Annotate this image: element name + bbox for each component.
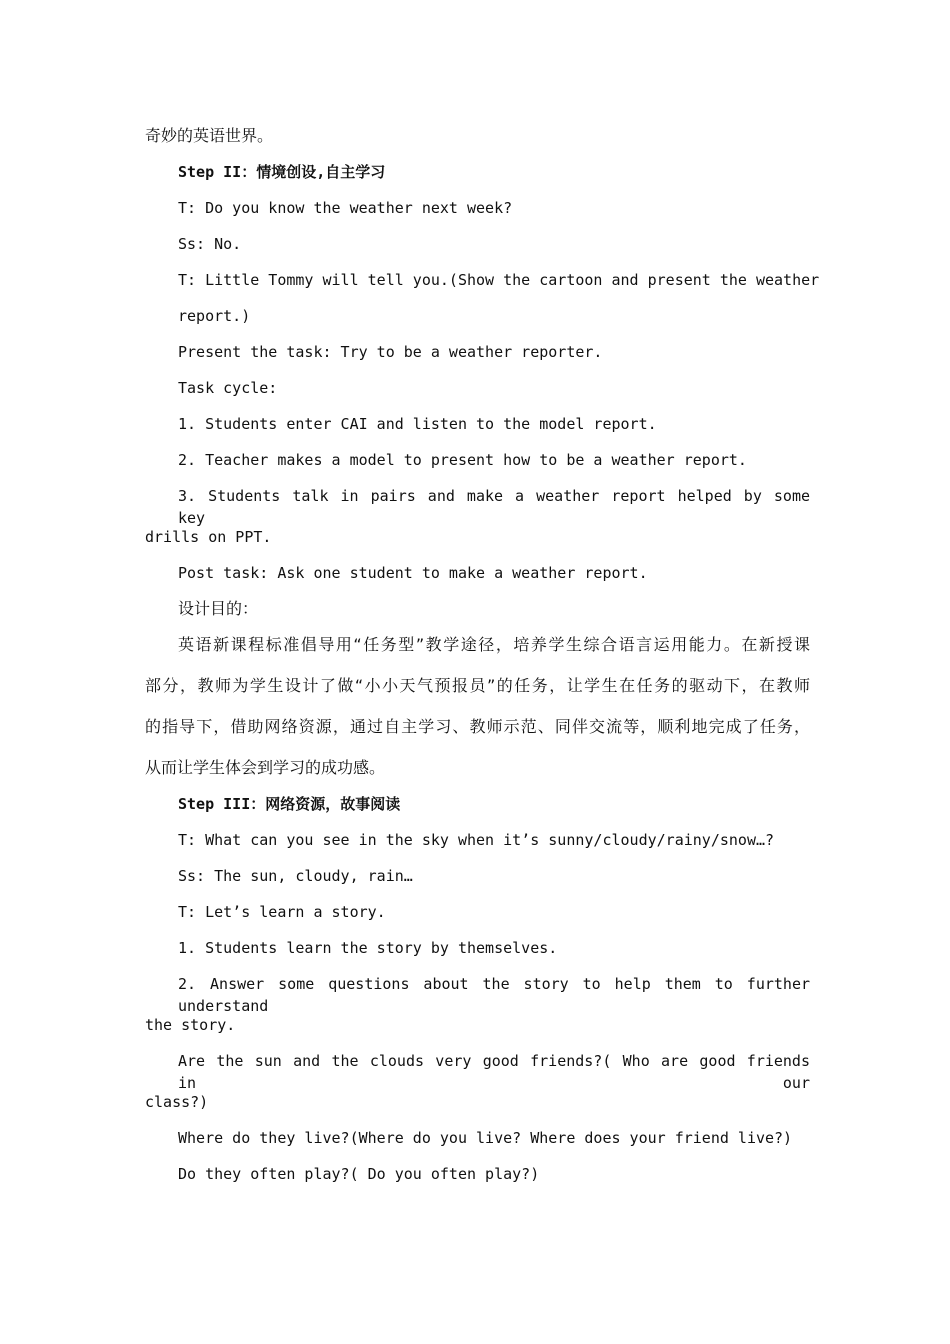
paragraph-line: 的指导下，借助网络资源，通过自主学习、教师示范、同伴交流等，顺利地完成了任务，: [145, 717, 810, 736]
list-item: 3. Students talk in pairs and make a weather report helped by some key: [178, 487, 810, 527]
list-item: 2. Teacher makes a model to present how to be a weather report.: [178, 451, 747, 469]
text-line: drills on PPT.: [145, 528, 272, 546]
paragraph-line: 英语新课程标准倡导用“任务型”教学途径，培养学生综合语言运用能力。在新授课: [178, 635, 810, 654]
question-line: Do they often play?( Do you often play?): [178, 1165, 540, 1183]
question-line: Where do they live?(Where do you live? Where does your friend live?): [178, 1129, 793, 1147]
text-line: 奇妙的英语世界。: [145, 126, 274, 145]
design-purpose-label: 设计目的：: [178, 599, 259, 618]
text-line: class?): [145, 1093, 209, 1111]
text-line: Task cycle:: [178, 379, 278, 397]
text-line: report.): [178, 307, 251, 325]
list-item: 1. Students learn the story by themselves.: [178, 939, 558, 957]
text-line: the story.: [145, 1016, 236, 1034]
text-line: Ss: The sun, cloudy, rain…: [178, 867, 413, 885]
text-line: Post task: Ask one student to make a weather report.: [178, 564, 648, 582]
list-item: 1. Students enter CAI and listen to the model report.: [178, 415, 657, 433]
text-line: Present the task: Try to be a weather reporter.: [178, 343, 603, 361]
text-line: T: Little Tommy will tell you.(Show the cartoon and present the weather: [178, 271, 820, 289]
section-heading-step-3: Step III：网络资源，故事阅读: [178, 795, 401, 813]
list-item: 2. Answer some questions about the story to help them to further understand: [178, 975, 810, 1015]
text-line: T: Do you know the weather next week?: [178, 199, 513, 217]
section-heading-step-2: Step II：情境创设,自主学习: [178, 163, 386, 181]
text-line: Ss: No.: [178, 235, 242, 253]
paragraph-line: 部分，教师为学生设计了做“小小天气预报员”的任务，让学生在任务的驱动下，在教师: [145, 676, 810, 695]
text-line: T: Let’s learn a story.: [178, 903, 386, 921]
question-line: Are the sun and the clouds very good friends?( Who are good friends in our: [178, 1052, 810, 1092]
text-line: T: What can you see in the sky when it’s sunny/cloudy/rainy/snow…?: [178, 831, 775, 849]
paragraph-line: 从而让学生体会到学习的成功感。: [145, 758, 386, 777]
